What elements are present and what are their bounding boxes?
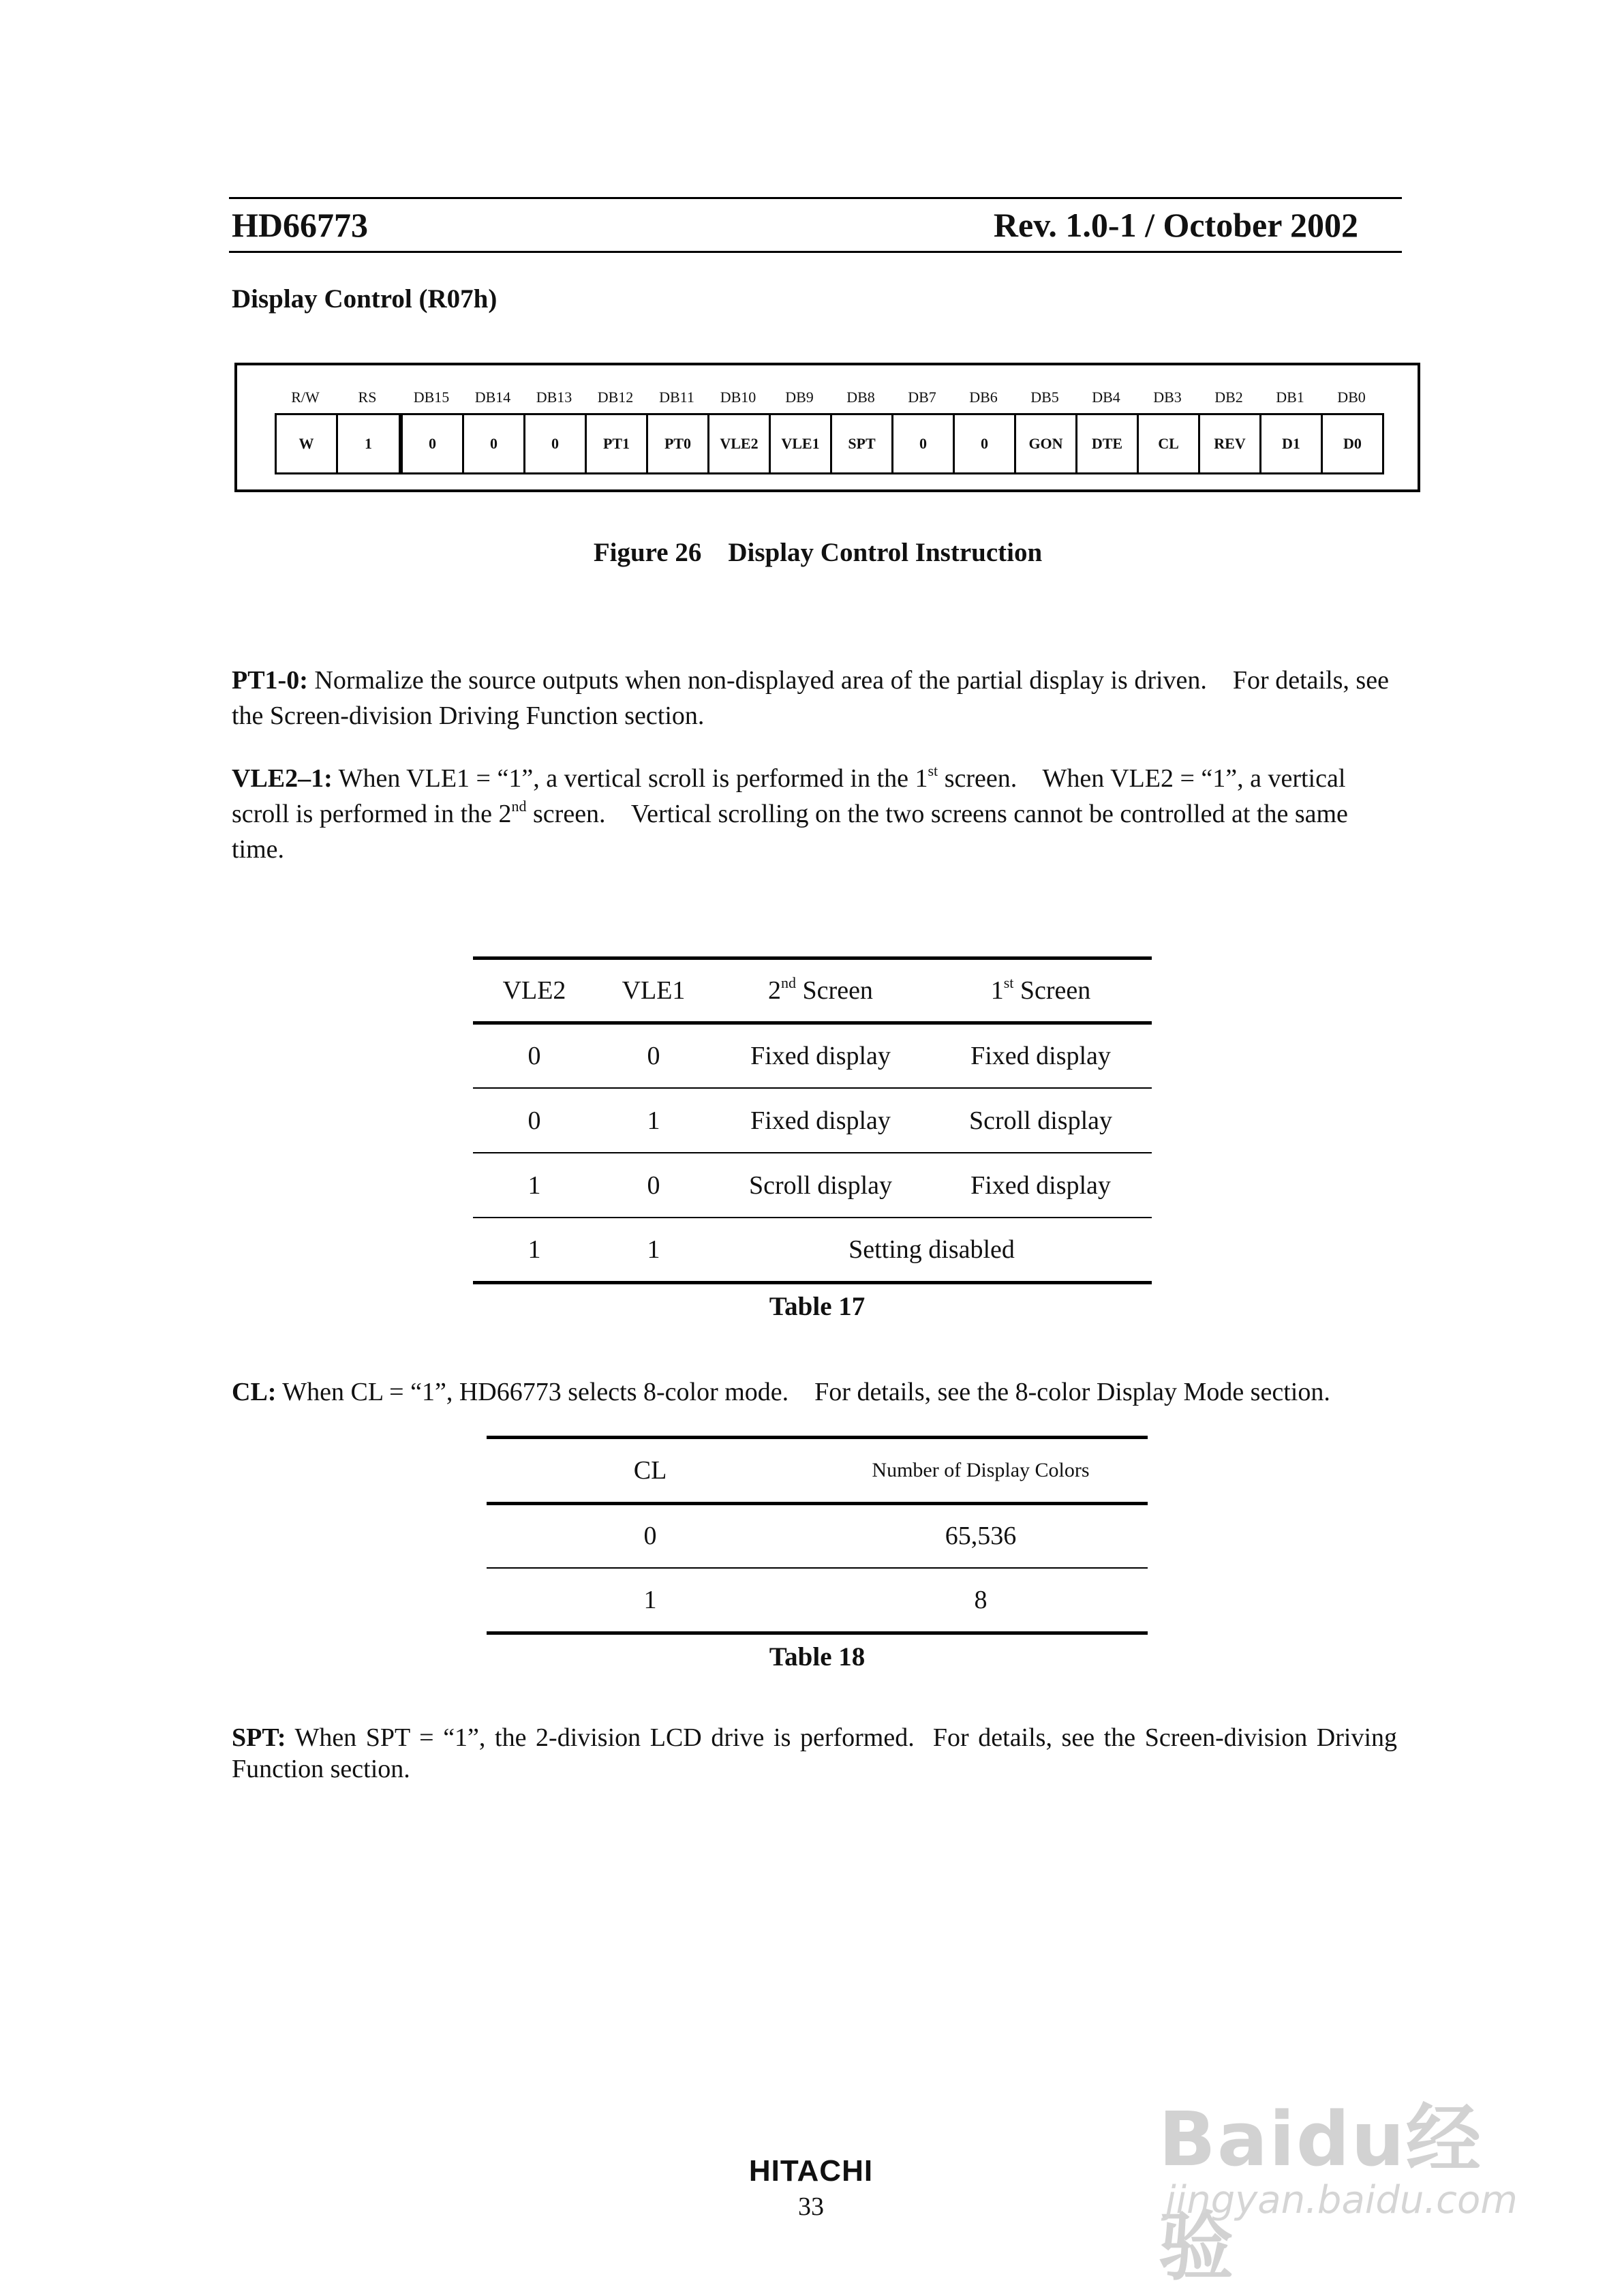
table17-header-screen2 [711,960,930,1023]
register-cell: SPT [830,413,893,474]
screen2-sup: nd [781,974,797,992]
cell-screen2: Scroll display [748,1170,893,1200]
vle-paragraph [232,761,1401,867]
vle-sup-2: nd [511,798,527,815]
register-cell: GON [1014,413,1077,474]
register-label: DB7 [908,389,936,406]
register-label: R/W [291,389,320,406]
register-label: DB12 [597,389,634,406]
vle-text-2: screen. When VLE2 = “1”, a vertical scroll is performed in the 2 [232,764,1352,828]
register-cell: VLE2 [707,413,771,474]
screen2-label: Screen [796,976,873,1005]
table17-caption: Table 17 [769,1292,866,1321]
vle-term: VLE2–1: [232,764,333,793]
cell-vle1: 1 [647,1106,660,1135]
pt-paragraph [232,663,1397,734]
table-row [473,1153,1152,1218]
register-cell: 0 [401,413,464,474]
cell-vle1: 1 [647,1235,660,1264]
table-18 [487,1439,1148,1635]
figure-caption: Figure 26 Display Control Instruction [593,538,1043,567]
cell-cl: 1 [643,1585,657,1614]
vle-text-1: When VLE1 = “1”, a vertical scroll is performed in the 1 [338,764,928,793]
register-cell: 1 [336,413,401,474]
cell-screen2: Fixed display [750,1041,891,1070]
register-cell: D1 [1259,413,1323,474]
screen1-sup: st [1003,974,1014,992]
register-label: DB5 [1030,389,1059,406]
spt-term: SPT: [232,1723,286,1752]
register-label: DB9 [785,389,814,406]
register-label: DB13 [536,389,572,406]
table17-header-vle2: VLE2 [502,976,566,1005]
table18-header-row [487,1439,1148,1503]
screen2-num: 2 [768,976,782,1005]
register-label: DB14 [474,389,511,406]
header-revision: Rev. 1.0-1 / October 2002 [993,206,1358,244]
register-cell: REV [1198,413,1261,474]
register-label: DB2 [1214,389,1243,406]
cell-screen1: Scroll display [968,1106,1113,1135]
table-row [473,1088,1152,1153]
table18-header-colors: Number of Display Colors [872,1458,1090,1481]
register-cell: PT1 [585,413,648,474]
cell-colors: 8 [974,1585,988,1614]
screen1-label: Screen [1013,976,1091,1005]
spt-paragraph [232,1722,1404,1785]
table-17 [473,960,1152,1284]
cell-vle2: 1 [527,1235,541,1264]
cell-vle2: 1 [527,1170,541,1200]
pt-term: PT1-0: [232,666,308,695]
cell-vle2: 0 [527,1106,541,1135]
cell-screen2: Fixed display [750,1106,891,1135]
register-cell: DTE [1075,413,1139,474]
cell-screen1: Fixed display [970,1170,1111,1200]
table-row [487,1568,1148,1633]
header-chip-name: HD66773 [232,206,368,244]
cell-setting-disabled: Setting disabled [848,1235,1015,1264]
table18-caption: Table 18 [769,1642,866,1672]
register-cell: VLE1 [769,413,832,474]
register-label: DB11 [659,389,694,406]
register-cell: 0 [953,413,1016,474]
table-row [473,1023,1152,1088]
cell-cl: 0 [643,1522,657,1551]
table-row [487,1503,1148,1568]
header-bottom-rule [229,251,1402,253]
page-number: 33 [798,2192,824,2221]
vle-sup-1: st [928,762,938,780]
cl-text: When CL = “1”, HD66773 selects 8-color mode. For details, see the 8-color Display Mode section. [282,1378,1330,1406]
table17-header-vle1: VLE1 [622,976,686,1005]
register-cell: 0 [891,413,955,474]
register-cell: W [275,413,338,474]
table-row [473,1218,1152,1282]
register-cell: CL [1137,413,1200,474]
cell-vle1: 0 [647,1041,660,1070]
spt-text: When SPT = “1”, the 2-division LCD drive is performed. For details, see the Screen-division Driving Function section. [232,1723,1404,1783]
register-label: RS [358,389,377,406]
register-cell: 0 [462,413,525,474]
watermark-url: jingyan.baidu.com [1165,2178,1518,2222]
table17-header-screen1 [930,960,1152,1023]
register-cell: 0 [523,413,587,474]
vle-text-3: screen. Vertical scrolling on the two screens cannot be controlled at the same time. [232,800,1355,864]
cell-vle2: 0 [527,1041,541,1070]
pt-text: Normalize the source outputs when non-displayed area of the partial display is driven. For details, see the Screen-division Driving Function section. [232,666,1396,730]
register-label: DB0 [1337,389,1366,406]
register-cell: PT0 [646,413,709,474]
cell-screen1: Fixed display [970,1041,1111,1070]
cl-paragraph [232,1374,1431,1410]
register-label: DB6 [969,389,998,406]
screen1-num: 1 [990,976,1004,1005]
table17-header-row [473,960,1152,1023]
register-label: DB3 [1153,389,1182,406]
header-top-rule [229,197,1402,199]
register-cell: D0 [1321,413,1384,474]
section-title: Display Control (R07h) [232,284,498,314]
cl-term: CL: [232,1378,277,1406]
register-label: DB4 [1092,389,1120,406]
register-label: DB8 [846,389,875,406]
register-label: DB10 [720,389,756,406]
register-label: DB15 [413,389,450,406]
table18-header-cl: CL [633,1455,667,1485]
cell-colors: 65,536 [945,1522,1017,1551]
watermark-brand: Baidu经验 [1159,2096,1482,2291]
hitachi-logo: HITACHI [748,2154,874,2188]
register-label: DB1 [1276,389,1304,406]
cell-vle1: 0 [647,1170,660,1200]
